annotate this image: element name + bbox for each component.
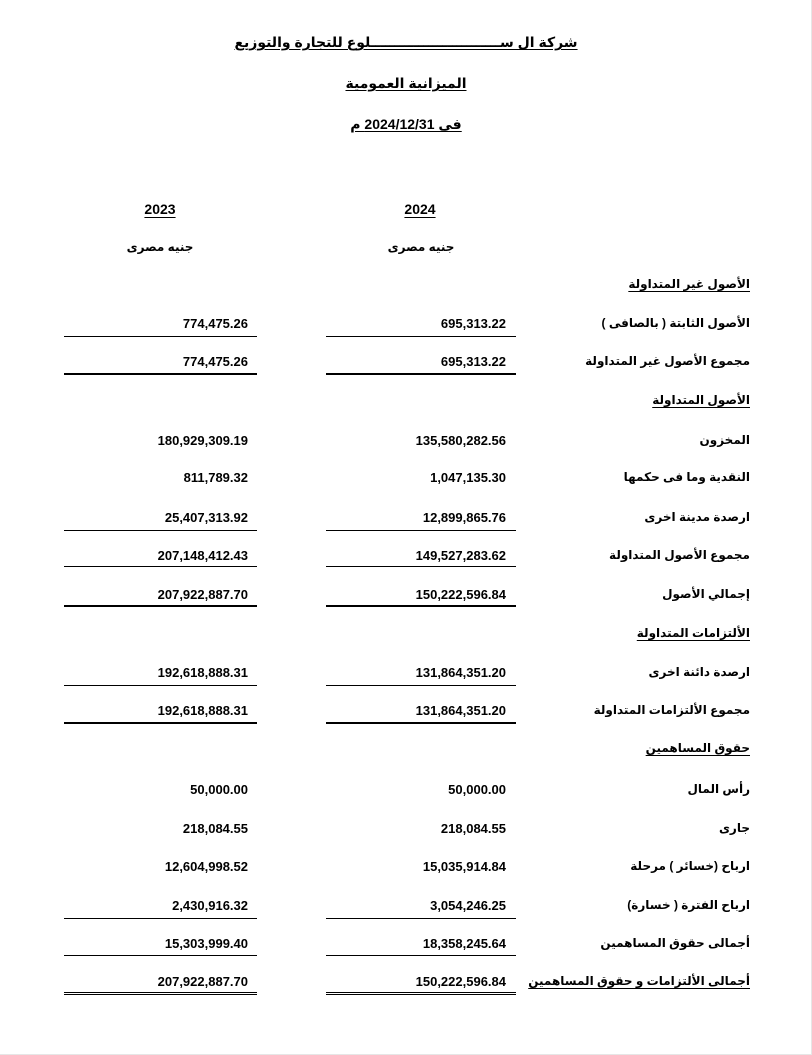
value-2023: 12,604,998.52 <box>164 859 248 874</box>
table-row <box>0 859 812 881</box>
row-label: إجمالي الأصول <box>662 587 750 601</box>
row-label: الأصول الثابتة ( بالصافى ) <box>601 316 750 330</box>
value-2023: 774,475.26 <box>182 354 248 369</box>
column-currency-2023: جنيه مصرى <box>126 240 194 254</box>
value-2024: 12,899,865.76 <box>422 510 506 525</box>
statement-title: الميزانية العمومية <box>345 75 467 91</box>
subtotal-rule <box>326 566 516 567</box>
grand-total-double-rule <box>64 992 257 995</box>
subtotal-rule <box>326 955 516 956</box>
table-row <box>0 433 812 455</box>
row-label: ارصدة دائنة اخرى <box>648 665 750 679</box>
value-2023: 811,789.32 <box>183 470 248 485</box>
value-2024: 695,313.22 <box>440 354 506 369</box>
subtotal-rule <box>326 336 516 337</box>
section-non-current-assets <box>0 277 812 299</box>
table-row <box>0 316 812 338</box>
table-row <box>0 821 812 843</box>
row-label: ارباح الفترة ( خسارة) <box>627 898 750 912</box>
company-name: شركة ال ســـــــــــــــــــــــــــلوع للتجارة والتوزيع <box>234 34 578 50</box>
row-label: الأصول المتداولة <box>652 393 750 407</box>
row-label: مجموع الأصول المتداولة <box>609 548 750 562</box>
row-label: الألتزامات المتداولة <box>636 626 750 640</box>
value-2024: 3,054,246.25 <box>430 898 506 913</box>
table-row <box>0 665 812 687</box>
subtotal-rule <box>326 918 516 919</box>
row-label: المخزون <box>699 433 750 447</box>
row-label: ارباح (خسائر ) مرحلة <box>630 859 750 873</box>
section-shareholders-equity <box>0 741 812 763</box>
column-currency-2024: جنيه مصرى <box>387 240 455 254</box>
subtotal-rule <box>64 336 257 337</box>
total-rule <box>64 722 257 724</box>
value-2024: 150,222,596.84 <box>415 974 506 989</box>
subtotal-rule <box>64 566 257 567</box>
row-label: الأصول غير المتداولة <box>628 277 750 291</box>
row-label: أجمالى حقوق المساهمين <box>600 936 750 950</box>
row-label: رأس المال <box>687 782 750 796</box>
value-2023: 50,000.00 <box>190 782 248 797</box>
row-label: النقدية وما فى حكمها <box>623 470 750 484</box>
value-2024: 18,358,245.64 <box>422 936 506 951</box>
subtotal-rule <box>326 685 516 686</box>
section-current-liabilities <box>0 626 812 648</box>
total-rule <box>64 605 257 607</box>
row-label: مجموع الألتزامات المتداولة <box>593 703 750 717</box>
statement-date: فى 2024/12/31 م <box>350 116 462 132</box>
subtotal-rule <box>64 685 257 686</box>
row-label: جارى <box>718 821 750 835</box>
value-2024: 131,864,351.20 <box>415 665 506 680</box>
value-2023: 774,475.26 <box>182 316 248 331</box>
row-label: ارصدة مدينة اخرى <box>644 510 750 524</box>
value-2023: 207,148,412.43 <box>157 548 248 563</box>
subtotal-rule <box>64 918 257 919</box>
table-row <box>0 510 812 532</box>
row-label: مجموع الأصول غير المتداولة <box>585 354 750 368</box>
value-2023: 180,929,309.19 <box>157 433 248 448</box>
value-2024: 1,047,135.30 <box>430 470 506 485</box>
subtotal-rule <box>326 530 516 531</box>
value-2024: 218,084.55 <box>440 821 506 836</box>
value-2023: 2,430,916.32 <box>172 898 248 913</box>
total-rule <box>326 605 516 607</box>
total-rule <box>64 373 257 375</box>
value-2024: 695,313.22 <box>440 316 506 331</box>
total-rule <box>326 722 516 724</box>
value-2024: 149,527,283.62 <box>415 548 506 563</box>
value-2023: 25,407,313.92 <box>164 510 248 525</box>
value-2024: 50,000.00 <box>448 782 506 797</box>
table-row <box>0 898 812 920</box>
grand-total-double-rule <box>326 992 516 995</box>
table-row <box>0 470 812 492</box>
value-2023: 192,618,888.31 <box>157 703 248 718</box>
column-year-2024: 2024 <box>404 201 436 217</box>
table-row <box>0 782 812 804</box>
subtotal-rule <box>64 955 257 956</box>
column-year-2023: 2023 <box>144 201 176 217</box>
value-2023: 207,922,887.70 <box>157 974 248 989</box>
value-2024: 150,222,596.84 <box>415 587 506 602</box>
value-2023: 192,618,888.31 <box>157 665 248 680</box>
value-2023: 218,084.55 <box>182 821 248 836</box>
value-2024: 15,035,914.84 <box>422 859 506 874</box>
value-2024: 135,580,282.56 <box>415 433 506 448</box>
row-label: أجمالى الألتزامات و حقوق المساهمين <box>528 974 750 988</box>
value-2024: 131,864,351.20 <box>415 703 506 718</box>
section-current-assets <box>0 393 812 415</box>
subtotal-rule <box>64 530 257 531</box>
row-label: حقوق المساهمين <box>645 741 750 755</box>
total-rule <box>326 373 516 375</box>
value-2023: 207,922,887.70 <box>157 587 248 602</box>
value-2023: 15,303,999.40 <box>164 936 248 951</box>
